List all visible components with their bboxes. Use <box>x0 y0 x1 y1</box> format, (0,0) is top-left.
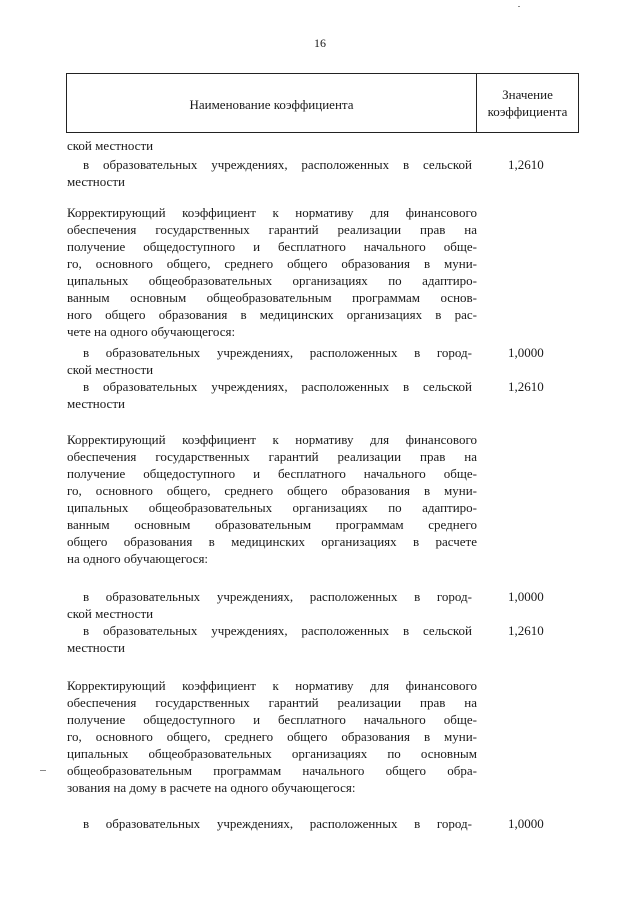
row-text-line: в образовательных учреждениях, расположенных в сельской <box>83 157 472 172</box>
header-value-column: Значение коэффициента <box>487 87 568 119</box>
paragraph-line: го, основного общего, среднего общего образования в муни- <box>67 256 477 271</box>
paragraph-line: ципальных общеобразовательных организациях по адаптиро- <box>67 273 477 288</box>
coefficient-value: 1,0000 <box>508 816 544 831</box>
paragraph-line: го, основного общего, среднего общего образования в муни- <box>67 483 477 498</box>
coefficient-value: 1,2610 <box>508 379 544 394</box>
table-row <box>67 378 587 412</box>
row-text-line: в образовательных учреждениях, расположенных в сельской <box>83 623 472 638</box>
table-row <box>67 344 587 378</box>
paragraph-line: получение общедоступного и бесплатного начального обще- <box>67 466 477 481</box>
row-text-line: в образовательных учреждениях, расположенных в город- <box>83 589 472 604</box>
row-text-line: в образовательных учреждениях, расположенных в сельской <box>83 379 472 394</box>
table-row <box>67 815 587 832</box>
paragraph-line: общеобразовательным программам начального общего обра- <box>67 763 477 778</box>
paragraph-line: получение общедоступного и бесплатного начального обще- <box>67 712 477 727</box>
paragraph-line: общего образования в медицинских организациях в расчете <box>67 534 477 549</box>
paragraph-line: го, основного общего, среднего общего образования в муни- <box>67 729 477 744</box>
table-row <box>67 588 587 622</box>
paragraph-line: Корректирующий коэффициент к нормативу для финансового <box>67 678 477 693</box>
row-text-line: ской местности <box>67 362 154 377</box>
row-text-line: ской местности <box>67 606 154 621</box>
coefficient-value: 1,2610 <box>508 157 544 172</box>
scan-speck <box>40 770 46 771</box>
paragraph-block <box>67 204 477 340</box>
row-text-line: местности <box>67 396 125 411</box>
paragraph-line: ванным основным общеобразовательным программам основ- <box>67 290 477 305</box>
paragraph-line: чете на одного обучающегося: <box>67 324 236 339</box>
paragraph-line: ного общего образования в медицинских организациях в рас- <box>67 307 477 322</box>
paragraph-line: на одного обучающегося: <box>67 551 209 566</box>
table-row <box>67 156 587 190</box>
header-name-column: Наименование коэффициента <box>67 74 477 132</box>
coefficient-value: 1,2610 <box>508 623 544 638</box>
table-header <box>66 73 579 133</box>
row-text-line: местности <box>67 640 125 655</box>
paragraph-line: Корректирующий коэффициент к нормативу для финансового <box>67 432 477 447</box>
paragraph-line: Корректирующий коэффициент к нормативу для финансового <box>67 205 477 220</box>
row-text-line: в образовательных учреждениях, расположенных в город- <box>83 816 472 831</box>
coefficient-value: 1,0000 <box>508 589 544 604</box>
paragraph-line: зования на дому в расчете на одного обучающегося: <box>67 780 356 795</box>
row-text-line: местности <box>67 174 125 189</box>
paragraph-block <box>67 677 477 796</box>
table-row <box>67 137 587 154</box>
paragraph-block <box>67 431 477 567</box>
paragraph-line: обеспечения государственных гарантий реализации прав на <box>67 449 477 464</box>
paragraph-line: ванным основным образовательным программам среднего <box>67 517 477 532</box>
paragraph-line: обеспечения государственных гарантий реализации прав на <box>67 695 477 710</box>
paragraph-line: получение общедоступного и бесплатного начального обще- <box>67 239 477 254</box>
scan-speck <box>518 6 520 7</box>
paragraph-line: обеспечения государственных гарантий реализации прав на <box>67 222 477 237</box>
row-text-line: ской местности <box>67 138 154 153</box>
page-number: 16 <box>314 36 326 50</box>
paragraph-line: ципальных общеобразовательных организациях по основным <box>67 746 477 761</box>
row-text-line: в образовательных учреждениях, расположенных в город- <box>83 345 472 360</box>
table-row <box>67 622 587 656</box>
paragraph-line: ципальных общеобразовательных организациях по адаптиро- <box>67 500 477 515</box>
coefficient-value: 1,0000 <box>508 345 544 360</box>
